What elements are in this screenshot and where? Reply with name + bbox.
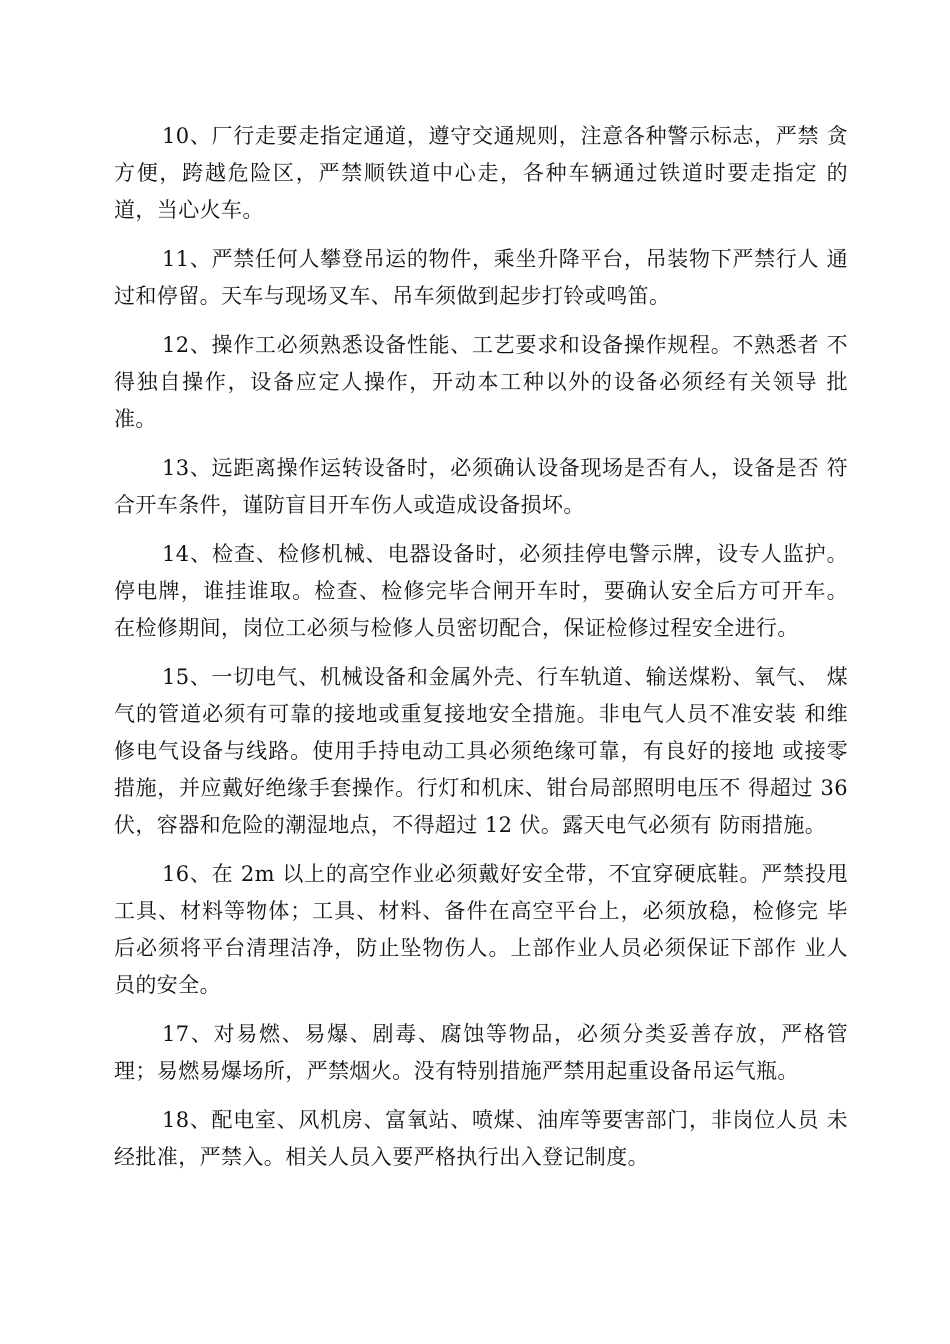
paragraph-16: 16、在 2m 以上的高空作业必须戴好安全带，不宜穿硬底鞋。严禁投甩 工具、材料等物体；工具、材料、备件在高空平台上，必须放稳，检修完 毕后必须将平台清理洁净，防止坠物伤人。上部作业人员必须保证下部作 业人员的安全。 xyxy=(114,862,848,997)
paragraph-10: 10、厂行走要走指定通道，遵守交通规则，注意各种警示标志，严禁 贪方便，跨越危险区，严禁顺铁道中心走，各种车辆通过铁道时要走指定 的道，当心火车。 xyxy=(114,124,848,222)
document-body xyxy=(114,118,848,1188)
paragraph-18: 18、配电室、风机房、富氧站、喷煤、油库等要害部门，非岗位人员 未经批准，严禁入。相关人员入要严格执行出入登记制度。 xyxy=(114,1108,848,1169)
paragraph-15: 15、一切电气、机械设备和金属外壳、行车轨道、输送煤粉、氧气、 煤气的管道必须有可靠的接地或重复接地安全措施。非电气人员不准安装 和维修电气设备与线路。使用手持电动工具必须绝缘可靠，有良好的接地 或接零措施，并应戴好绝缘手套操作。行灯和机床、钳台局部照明电压不 得超过 36 伏，容器和危险的潮湿地点，不得超过 12 伏。露天电气必须有 防雨措施。 xyxy=(114,665,848,837)
paragraph-17: 17、对易燃、易爆、剧毒、腐蚀等物品，必须分类妥善存放，严格管理；易燃易爆场所，严禁烟火。没有特别措施严禁用起重设备吊运气瓶。 xyxy=(114,1022,848,1083)
paragraph-14: 14、检查、检修机械、电器设备时，必须挂停电警示牌，设专人监护。停电牌，谁挂谁取。检查、检修完毕合闸开车时，要确认安全后方可开车。 在检修期间，岗位工必须与检修人员密切配合，保证检修过程安全进行。 xyxy=(114,542,848,640)
paragraph-12: 12、操作工必须熟悉设备性能、工艺要求和设备操作规程。不熟悉者 不得独自操作，设备应定人操作，开动本工种以外的设备必须经有关领导 批准。 xyxy=(114,333,848,431)
paragraph-11: 11、严禁任何人攀登吊运的物件，乘坐升降平台，吊装物下严禁行人 通过和停留。天车与现场叉车、吊车须做到起步打铃或鸣笛。 xyxy=(114,247,848,308)
paragraph-13: 13、远距离操作运转设备时，必须确认设备现场是否有人，设备是否 符合开车条件，谨防盲目开车伤人或造成设备损坏。 xyxy=(114,456,848,517)
